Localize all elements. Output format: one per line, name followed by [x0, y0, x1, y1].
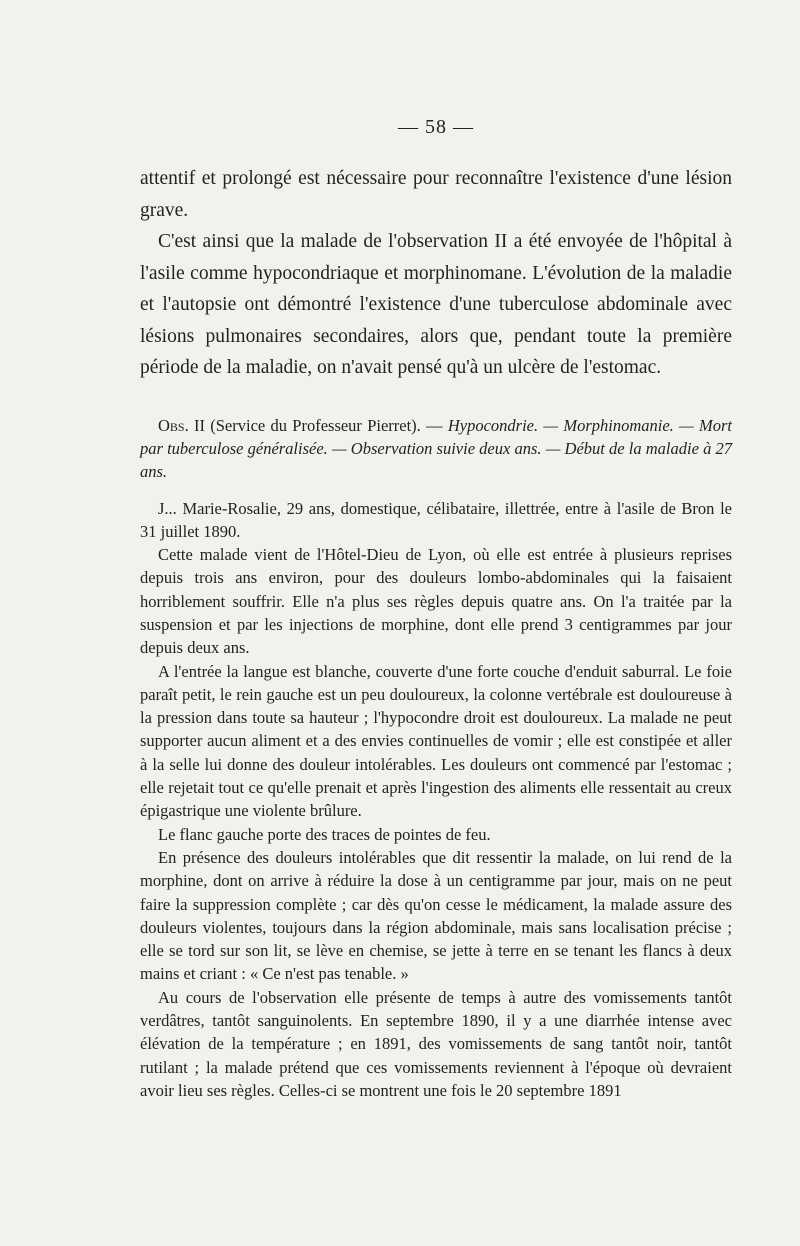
observation-body [140, 497, 732, 1103]
body-paragraph-4: Le flanc gauche porte des traces de pointes de feu. [158, 824, 491, 844]
observation-service: (Service du Professeur Pierret). — [210, 415, 443, 435]
body-paragraph-6: Au cours de l'observation elle présente de temps à autre des vomissements tantôt verdâtres, tantôt sanguinolents. En septembre 1890, il y a une diarrhée intense avec élévation de la température ; en 1891, des vomissements de sang tantôt noir, tantôt rutilant ; la malade prétend que ces vomissements reviennent à l'époque où devraient avoir lieu ses règles. Celles-ci se montrent une fois le 20 septembre 1891 [140, 987, 732, 1100]
body-paragraph-5: En présence des douleurs intolérables que dit ressentir la malade, on lui rend de la morphine, dont on arrive à réduire la dose à un centigramme par jour, mais on ne peut faire la suppression complète ; car dès qu'on cesse le médicament, la malade assure des douleurs violentes, toujours dans la région abdominale, mais sans localisation précise ; elle se tord sur son lit, se lève en chemise, se jette à terre en se tenant les flancs à deux mains et criant : « Ce n'est pas tenable. » [140, 847, 732, 984]
intro-section [140, 163, 732, 384]
observation-title: Hypocondrie. — Morphinomanie. — Mort par tuberculose généralisée. — Observation suivie deux ans. — Début de la maladie à 27 ans. [140, 415, 733, 481]
body-paragraph-2: Cette malade vient de l'Hôtel-Dieu de Lyon, où elle est entrée à plusieurs reprises depuis trois ans environ, pour des douleurs lombo-abdominales qui la faisaient horriblement souffrir. Elle n'a plus ses règles depuis quatre ans. On l'a traitée par la suspension et par les injections de morphine, dont elle prend 3 centigrammes par jour depuis deux ans. [140, 545, 732, 658]
intro-paragraph-2: C'est ainsi que la malade de l'observation II a été envoyée de l'hôpital à l'asile comme hypocondriaque et morphinomane. L'évolution de la maladie et l'autopsie ont démontré l'existence d'une tuberculose abdominale avec lésions pulmonaires secondaires, alors que, pendant toute la première période de la maladie, on n'avait pensé qu'à un ulcère de l'estomac. [140, 231, 732, 378]
document-page [140, 116, 732, 1102]
intro-paragraph-1: attentif et prolongé est nécessaire pour reconnaître l'existence d'une lésion grave. [140, 168, 732, 221]
body-paragraph-3: A l'entrée la langue est blanche, couverte d'une forte couche d'enduit saburral. Le foie paraît petit, le rein gauche est un peu douloureux, la colonne vertébrale est douloureuse à la pression dans toute sa hauteur ; l'hypocondre droit est douloureux. La malade ne peut supporter aucun aliment et a des envies continuelles de vomir ; elle est constipée et aller à la selle lui donne des douleur intolérables. Les douleurs ont commencé par l'estomac ; elle rejetait tout ce qu'elle prenait et après l'ingestion des aliments elle ressentait au creux épigastrique une violente brûlure. [140, 661, 732, 821]
observation-label: Obs. II [158, 415, 205, 435]
page-number: — 58 — [398, 116, 474, 138]
observation-heading [140, 414, 732, 483]
body-paragraph-1: J... Marie-Rosalie, 29 ans, domestique, célibataire, illettrée, entre à l'asile de Bron le 31 juillet 1890. [140, 498, 732, 541]
